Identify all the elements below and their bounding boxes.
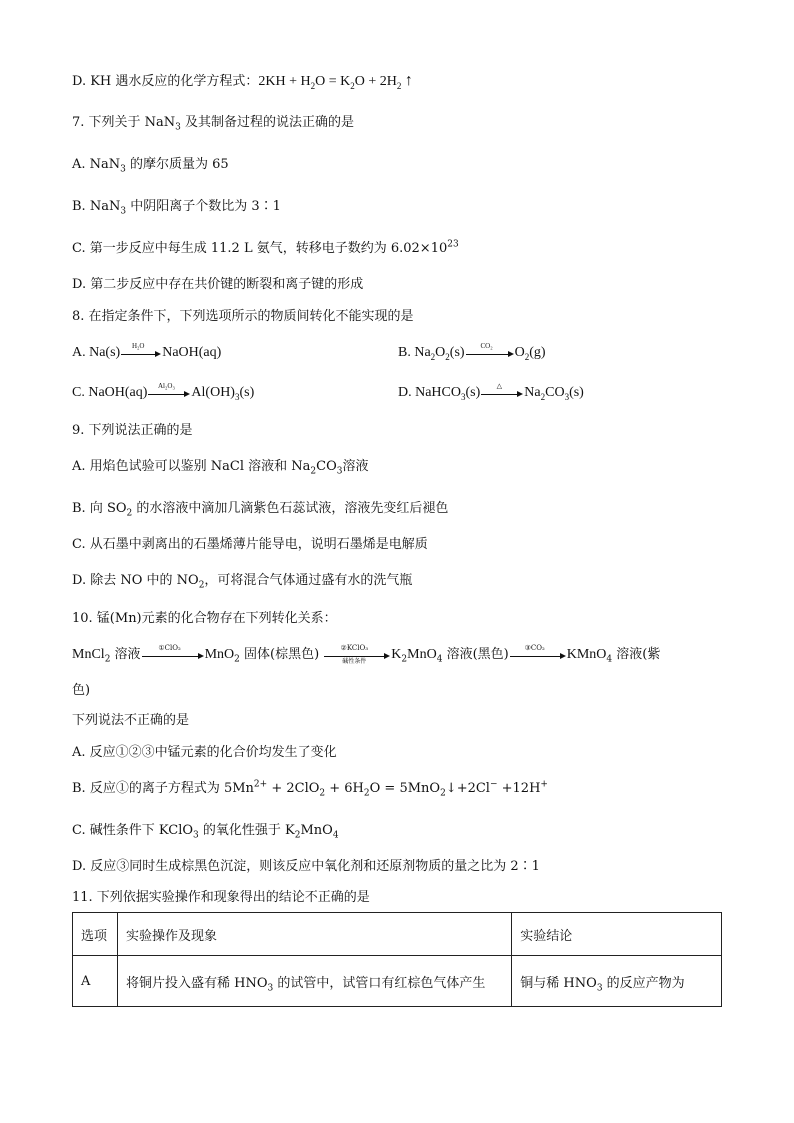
cell-operation: 将铜片投入盛有稀 $HNO_3$ 的试管中，试管口有红棕色气体产生 [117, 956, 511, 1007]
q10-option-a: A. 反应①②③中锰元素的化合价均发生了变化 [72, 745, 337, 760]
reaction-arrow-icon: H₂O [121, 346, 161, 360]
q10-chain-wrap: 色) [72, 683, 91, 698]
q7-option-b: B. NaN$_3$ 中阴阳离子个数比为 3∶1 [72, 199, 281, 217]
q10-transformation-chain: MnCl$_2$ 溶液 ①ClO₂ MnO$_2$ 固体(棕黑色) ②KClO₃ 碱性条件 $K_2MnO_4$ 溶液(黑色) ③CO₂ KMnO$_4$ 溶液(紫 [72, 643, 661, 665]
cell-conclusion: 铜与稀 $HNO_3$ 的反应产物为 [512, 956, 722, 1007]
reaction-arrow-icon: △ [481, 386, 523, 400]
up-arrow-icon: ↑ [404, 72, 413, 89]
cell-option: A [73, 956, 118, 1007]
q6-option-d [72, 72, 413, 91]
q9-option-a: A. 用焰色试验可以鉴别 NaCl 溶液和 $Na_2CO_3$溶液 [72, 459, 369, 477]
q9-option-b: B. 向 $SO_2$ 的水溶液中滴加几滴紫色石蕊试液，溶液先变红后褪色 [72, 501, 449, 519]
table-header-row [73, 913, 722, 956]
reaction-arrow-icon: CO₂ [466, 346, 514, 360]
q7-option-a: A. NaN$_3$ 的摩尔质量为 65 [72, 157, 229, 175]
q8-stem: 8. 在指定条件下，下列选项所示的物质间转化不能实现的是 [72, 309, 414, 324]
table-row [73, 956, 722, 1007]
q7-stem: 7. 下列关于 NaN$_3$ 及其制备过程的说法正确的是 [72, 115, 355, 133]
reaction-arrow-icon: Al₂O₃ [148, 386, 190, 400]
q8-option-c: C. NaOH(aq) Al₂O₃ $Al(OH)_3(s)$ [72, 381, 255, 402]
reaction-arrow-icon: ①ClO₂ [142, 648, 204, 662]
reaction-arrow-icon: ③CO₂ [510, 648, 566, 662]
q7-option-c: C. 第一步反应中每生成 11.2 L 氨气，转移电子数约为 $6.02\times 10^{23}$ [72, 239, 459, 256]
q8-option-b: B. $Na_2O_2(s)$ CO₂ $O_2(g)$ [398, 341, 546, 362]
header-option: 选项 [73, 913, 118, 956]
q8-option-d: D. NaHCO$_3$(s) △ $Na_2CO_3(s)$ [398, 381, 584, 402]
q9-option-c: C. 从石墨中剥离出的石墨烯薄片能导电，说明石墨烯是电解质 [72, 537, 428, 552]
q10-ask: 下列说法不正确的是 [72, 713, 190, 728]
experiment-table [72, 912, 722, 1007]
q7-option-d: D. 第二步反应中存在共价键的断裂和离子键的形成 [72, 277, 364, 292]
header-conclusion: 实验结论 [512, 913, 722, 956]
q10-option-b: B. 反应①的离子方程式为 $5Mn^{2+} + 2ClO_2 + 6H_2O$ = 5MnO$_2$↓+2Cl− +12H+ [72, 779, 548, 799]
q10-stem: 10. 锰(Mn)元素的化合物存在下列转化关系： [72, 611, 337, 626]
q6-d-equation: $2KH + H_2O = K_2O + 2H_2$ ↑ [258, 72, 413, 91]
q10-option-d: D. 反应③同时生成棕黑色沉淀，则该反应中氧化剂和还原剂物质的量之比为 2∶1 [72, 859, 540, 874]
q9-stem: 9. 下列说法正确的是 [72, 423, 193, 438]
q11-stem: 11. 下列依据实验操作和现象得出的结论不正确的是 [72, 890, 370, 905]
q9-option-d: D. 除去 NO 中的 $NO_2$，可将混合气体通过盛有水的洗气瓶 [72, 573, 413, 591]
q8-option-a: A. Na(s) H₂O NaOH(aq) [72, 341, 222, 360]
header-operation: 实验操作及现象 [117, 913, 511, 956]
q10-option-c: C. 碱性条件下 KClO$_3$ 的氧化性强于 $K_2MnO_4$ [72, 823, 339, 841]
reaction-arrow-icon: ②KClO₃ 碱性条件 [324, 648, 390, 662]
q6-d-label: D. KH 遇水反应的化学方程式： [72, 74, 259, 89]
